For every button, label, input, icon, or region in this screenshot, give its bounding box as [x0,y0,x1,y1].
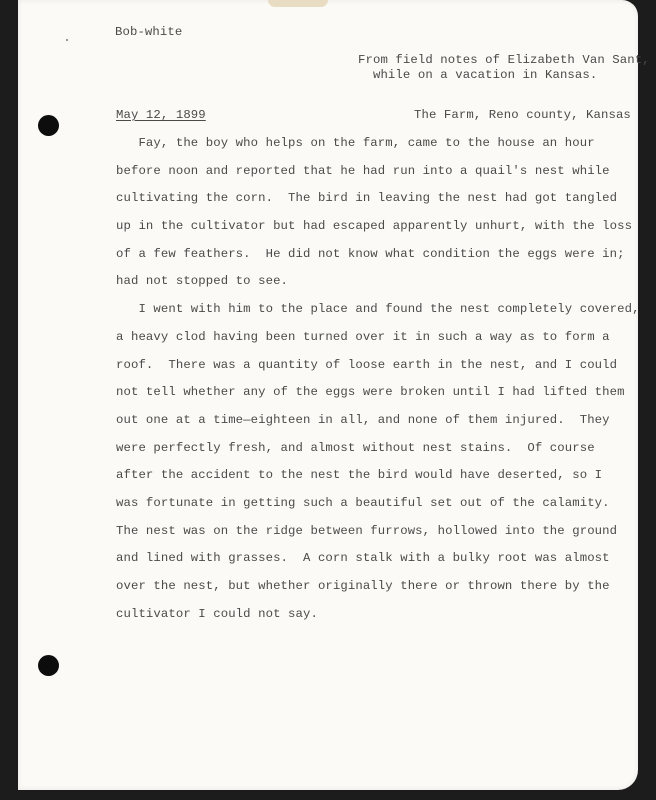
body-line: had not stopped to see. [116,274,289,289]
body-line: a heavy clod having been turned over it in such a way as to form a [116,329,610,344]
binder-hole-top [38,115,59,136]
body-line: before noon and reported that he had run into a quail's nest while [116,163,610,178]
body-line: out one at a time—eighteen in all, and none of them injured. They [116,412,610,427]
entry-body [116,135,640,633]
body-line: was fortunate in getting such a beautiful set out of the calamity. [116,495,610,510]
source-line-2: while on a vacation in Kansas. [372,68,598,82]
ink-speck [66,39,68,41]
body-line: were perfectly fresh, and almost without nest stains. Of course [116,440,595,455]
body-line: after the accident to the nest the bird would have deserted, so I [116,468,603,483]
entry-place: The Farm, Reno county, Kansas [414,108,631,122]
body-line: and lined with grasses. A corn stalk with a bulky root was almost [116,551,610,566]
binder-hole-bottom [38,655,59,676]
document-title: Bob-white [115,25,183,39]
body-line: I went with him to the place and found the nest completely covered, [116,302,640,317]
body-line: cultivating the corn. The bird in leaving the nest had got tangled [116,191,618,206]
body-line: not tell whether any of the eggs were broken until I had lifted them [116,385,625,400]
source-note [358,53,650,83]
body-line: The nest was on the ridge between furrows, hollowed into the ground [116,523,618,538]
paper-tab [268,0,328,7]
entry-date: May 12, 1899 [116,108,206,122]
body-line: over the nest, but whether originally there or thrown there by the [116,579,610,593]
source-line-1: From field notes of Elizabeth Van Sant, [358,53,650,67]
body-line: of a few feathers. He did not know what condition the eggs were in; [116,246,625,261]
body-line: Fay, the boy who helps on the farm, came to the house an hour [116,136,595,150]
body-line: roof. There was a quantity of loose earth in the nest, and I could [116,357,618,372]
body-line: cultivator I could not say. [116,606,318,621]
body-line: up in the cultivator but had escaped apparently unhurt, with the loss [116,219,633,234]
